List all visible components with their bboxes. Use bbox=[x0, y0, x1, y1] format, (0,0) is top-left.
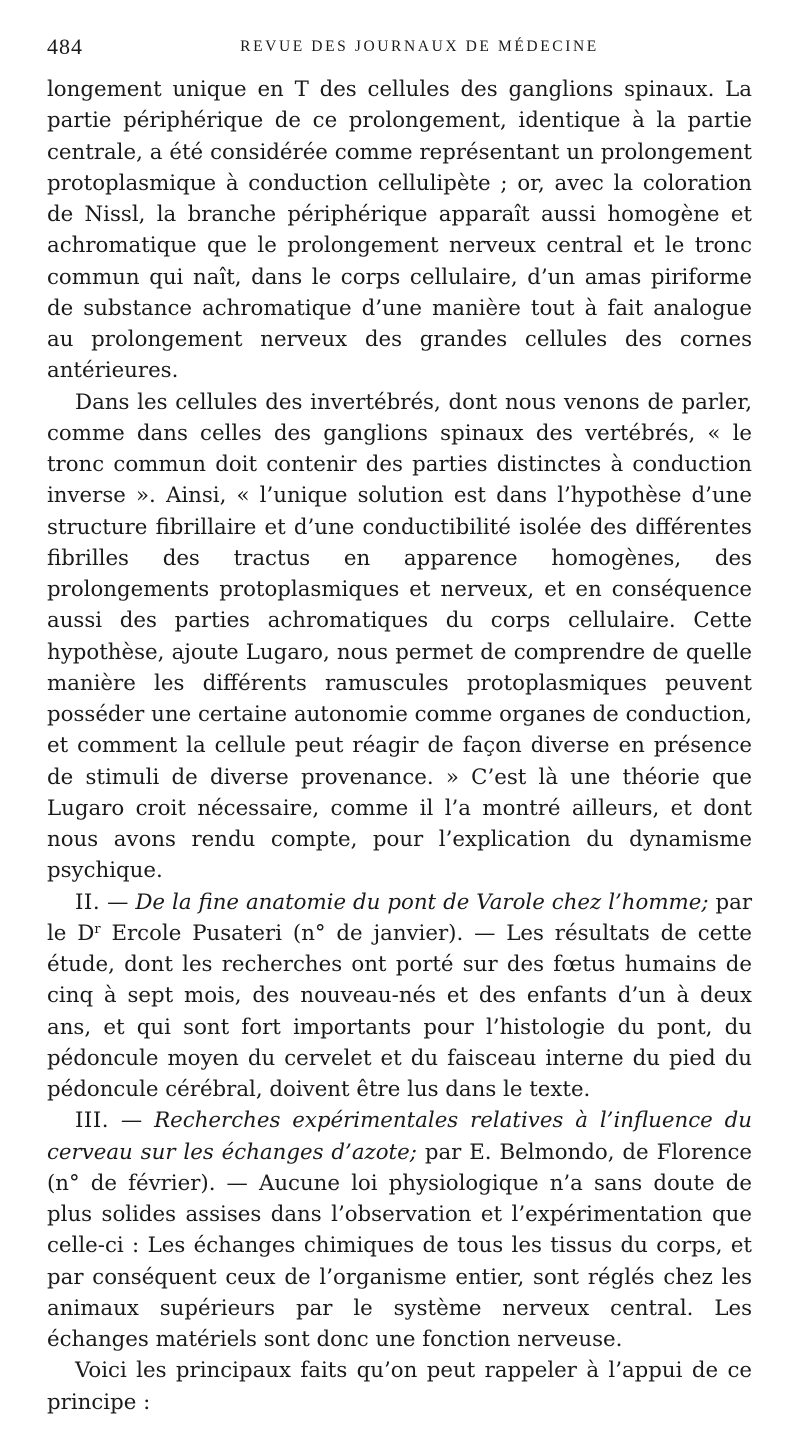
section-numeral: III. bbox=[75, 1108, 110, 1134]
superscript-r: r bbox=[94, 921, 101, 937]
paragraph-section-iii bbox=[47, 1105, 752, 1355]
body-text bbox=[47, 74, 752, 1418]
running-head bbox=[47, 28, 752, 74]
article-title: De la fine anatomie du pont de Varole chez l’homme; bbox=[135, 889, 709, 915]
em-dash: — bbox=[100, 889, 136, 915]
article-title: Recherches expérimentales relatives à l’influence du cerveau sur les échanges d’azote; bbox=[47, 1108, 752, 1165]
paragraph-section-ii bbox=[47, 887, 752, 1106]
em-dash: — bbox=[109, 1108, 155, 1134]
paragraph-continuation: longement unique en T des cellules des ganglions spinaux. La partie périphérique de ce prolongement, identique à la partie centrale, a été considérée comme représentant un prolongement protoplasmique à conduction cellulipète ; or, avec la coloration de Nissl, la branche périphérique apparaît aussi homogène et achromatique que le prolongement nerveux central et le tronc commun qui naît, dans le corps cellulaire, d’un amas piriforme de substance achromatique d’une manière tout à fait analogue au prolongement nerveux des grandes cellules des cornes antérieures. bbox=[47, 77, 752, 384]
section-text: par E. Belmondo, de Florence (n° de février). — Aucune loi physiologique n’a sans doute de plus solides assises dans l’observation et l’expérimentation que celle-ci : Les échanges chimiques de tous les tissus du corps, et par conséquent ceux de l’organisme entier, sont réglés chez les animaux supérieurs par le système nerveux central. Les échanges matériels sont donc une fonction nerveuse. bbox=[47, 1139, 753, 1352]
section-numeral: II. bbox=[75, 889, 101, 915]
journal-title: REVUE DES JOURNAUX DE MÉDECINE bbox=[240, 38, 599, 55]
paragraph-lugaro-hypothesis: Dans les cellules des invertébrés, dont nous venons de parler, comme dans celles des ganglions spinaux des vertébrés, « le tronc commun doit contenir des parties distinctes à conduction inverse ». Ainsi, « l’unique solution est dans l’hypothèse d’une structure fibrillaire et d’une conductibilité isolée des différentes fibrilles des tractus en apparence homogènes, des prolongements protoplasmiques et nerveux, et en conséquence aussi des parties achromatiques du corps cellulaire. Cette hypothèse, ajoute Lugaro, nous permet de comprendre de quelle manière les différents ramuscules protoplasmiques peuvent posséder une certaine autonomie comme organes de conduction, et comment la cellule peut réagir de façon diverse en présence de stimuli de diverse provenance. » C’est là une théorie que Lugaro croit nécessaire, comme il l’a montré ailleurs, et dont nous avons rendu compte, pour l’explication du dynamisme psychique. bbox=[47, 389, 752, 884]
paragraph-principle-intro: Voici les principaux faits qu’on peut rappeler à l’appui de ce principe : bbox=[47, 1358, 752, 1415]
section-text: Ercole Pusateri (n° de janvier). — Les résultats de cette étude, dont les recherches ont porté sur des fœtus humains de cinq à sept mois, des nouveau-nés et des enfants d’un à deux ans, et qui sont fort importants pour l’histologie du pont, du pédoncule moyen du cervelet et du faisceau interne du pied du pédoncule cérébral, doivent être lus dans le texte. bbox=[47, 920, 752, 1102]
page-number: 484 bbox=[47, 34, 83, 59]
author-prefix: par le D bbox=[47, 889, 752, 946]
